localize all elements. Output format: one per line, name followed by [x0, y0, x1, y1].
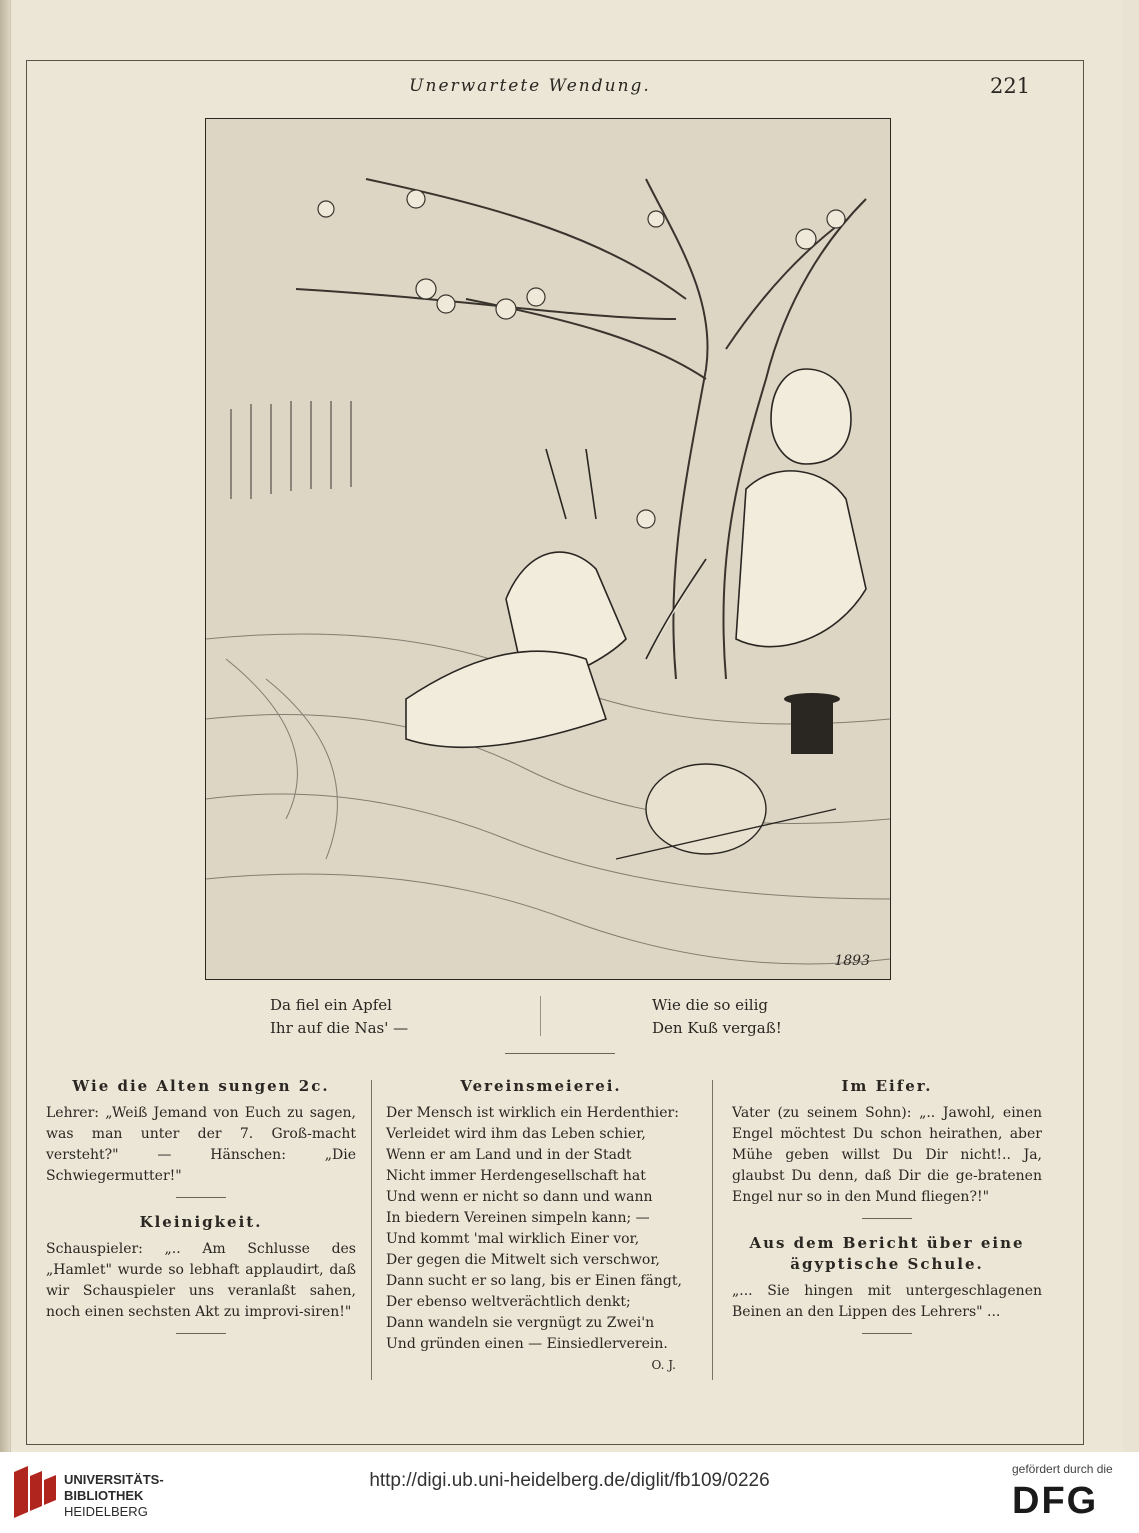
caption-right-line1: Wie die so eilig — [652, 996, 769, 1014]
book-binding-edge — [0, 0, 10, 1452]
poem-line: Der ebenso weltverächtlich denkt; — [386, 1294, 631, 1310]
small-divider — [862, 1333, 912, 1334]
artist-signature-year: 1893 — [834, 953, 870, 969]
poem-line: Nicht immer Herdengesellschaft hat — [386, 1168, 646, 1184]
poem-line: Wenn er am Land und in der Stadt — [386, 1147, 632, 1163]
dfg-logo: DFG — [1012, 1480, 1099, 1522]
poem-signature: O. J. — [651, 1358, 676, 1372]
poem-line: Und wenn er nicht so dann und wann — [386, 1189, 653, 1205]
heading-kleinigkeit: Kleinigkeit. — [139, 1213, 263, 1231]
text-schauspieler-joke: Schauspieler: „.. Am Schlusse des „Hamlet" wurde so lebhaft applaudirt, daß wir Schauspieler uns veranlaßt sahen, noch einen sechsten Akt zu improvi-siren!" — [46, 1241, 356, 1320]
text-vater-joke: Vater (zu seinem Sohn): „.. Jawohl, einen Engel möchtest Du schon heirathen, aber Mühe geben willst Du Dir nicht!.. Ja, glaubst Du denn, daß Dir die ge-bratenen Engel nur so in den Mund fliegen?!" — [732, 1105, 1042, 1205]
small-divider — [176, 1197, 226, 1198]
uni-name-line3: HEIDELBERG — [64, 1504, 148, 1519]
caption-right — [652, 994, 892, 1040]
poem-line: Dann sucht er so lang, bis er Einen fängt, — [386, 1273, 682, 1289]
section-rule — [505, 1053, 615, 1054]
column-1 — [46, 1076, 356, 1348]
poem-line: Verleidet wird ihm das Leben schier, — [386, 1126, 646, 1142]
uni-name-line1: UNIVERSITÄTS- — [64, 1472, 164, 1487]
poem-line: Und kommt 'mal wirklich Einer vor, — [386, 1231, 640, 1247]
engraving-illustration — [205, 118, 891, 980]
column-2 — [386, 1076, 696, 1376]
caption-left-line1: Da fiel ein Apfel — [270, 996, 392, 1014]
column-3 — [732, 1076, 1042, 1348]
poem-line: Und gründen einen — Einsiedlerverein. — [386, 1336, 668, 1352]
poem-line: Dann wandeln sie vergnügt zu Zwei'n — [386, 1315, 655, 1331]
poem-line: Der gegen die Mitwelt sich verschwor, — [386, 1252, 660, 1268]
heading-wie-die-alten: Wie die Alten sungen 2c. — [72, 1077, 330, 1095]
text-lehrer-joke: Lehrer: „Weiß Jemand von Euch zu sagen, was man unter der 7. Groß-macht versteht?" — Hänschen: „Die Schwiegermutter!" — [46, 1105, 356, 1184]
permalink-url[interactable]: http://digi.ub.uni-heidelberg.de/diglit/fb109/0226 — [369, 1470, 770, 1491]
small-divider — [862, 1218, 912, 1219]
poem-line: In biedern Vereinen simpeln kann; — — [386, 1210, 650, 1226]
heading-vereinsmeierei: Vereinsmeierei. — [460, 1077, 622, 1095]
heading-im-eifer: Im Eifer. — [841, 1077, 933, 1095]
caption-divider — [540, 996, 541, 1036]
page-header-title: Unerwartete Wendung. — [409, 76, 651, 96]
heading-bericht-line2: ägyptische Schule. — [790, 1255, 984, 1273]
funding-label: gefördert durch die — [1012, 1462, 1113, 1476]
page-number: 221 — [990, 74, 1031, 98]
small-divider — [176, 1333, 226, 1334]
uni-name-line2: BIBLIOTHEK — [64, 1488, 144, 1503]
apple-tree-scene-drawing — [206, 119, 890, 979]
digitization-footer — [0, 1452, 1139, 1533]
column-divider-2 — [712, 1080, 713, 1380]
caption-left — [270, 994, 510, 1040]
text-schule-joke: „... Sie hingen mit untergeschlagenen Beinen an den Lippen des Lehrers" ... — [732, 1283, 1042, 1320]
caption-right-line2: Den Kuß vergaß! — [652, 1019, 782, 1037]
heading-bericht-line1: Aus dem Bericht über eine — [749, 1234, 1025, 1252]
poem-line: Der Mensch ist wirklich ein Herdenthier: — [386, 1105, 679, 1121]
column-divider-1 — [371, 1080, 372, 1380]
caption-left-line2: Ihr auf die Nas' — — [270, 1019, 409, 1037]
